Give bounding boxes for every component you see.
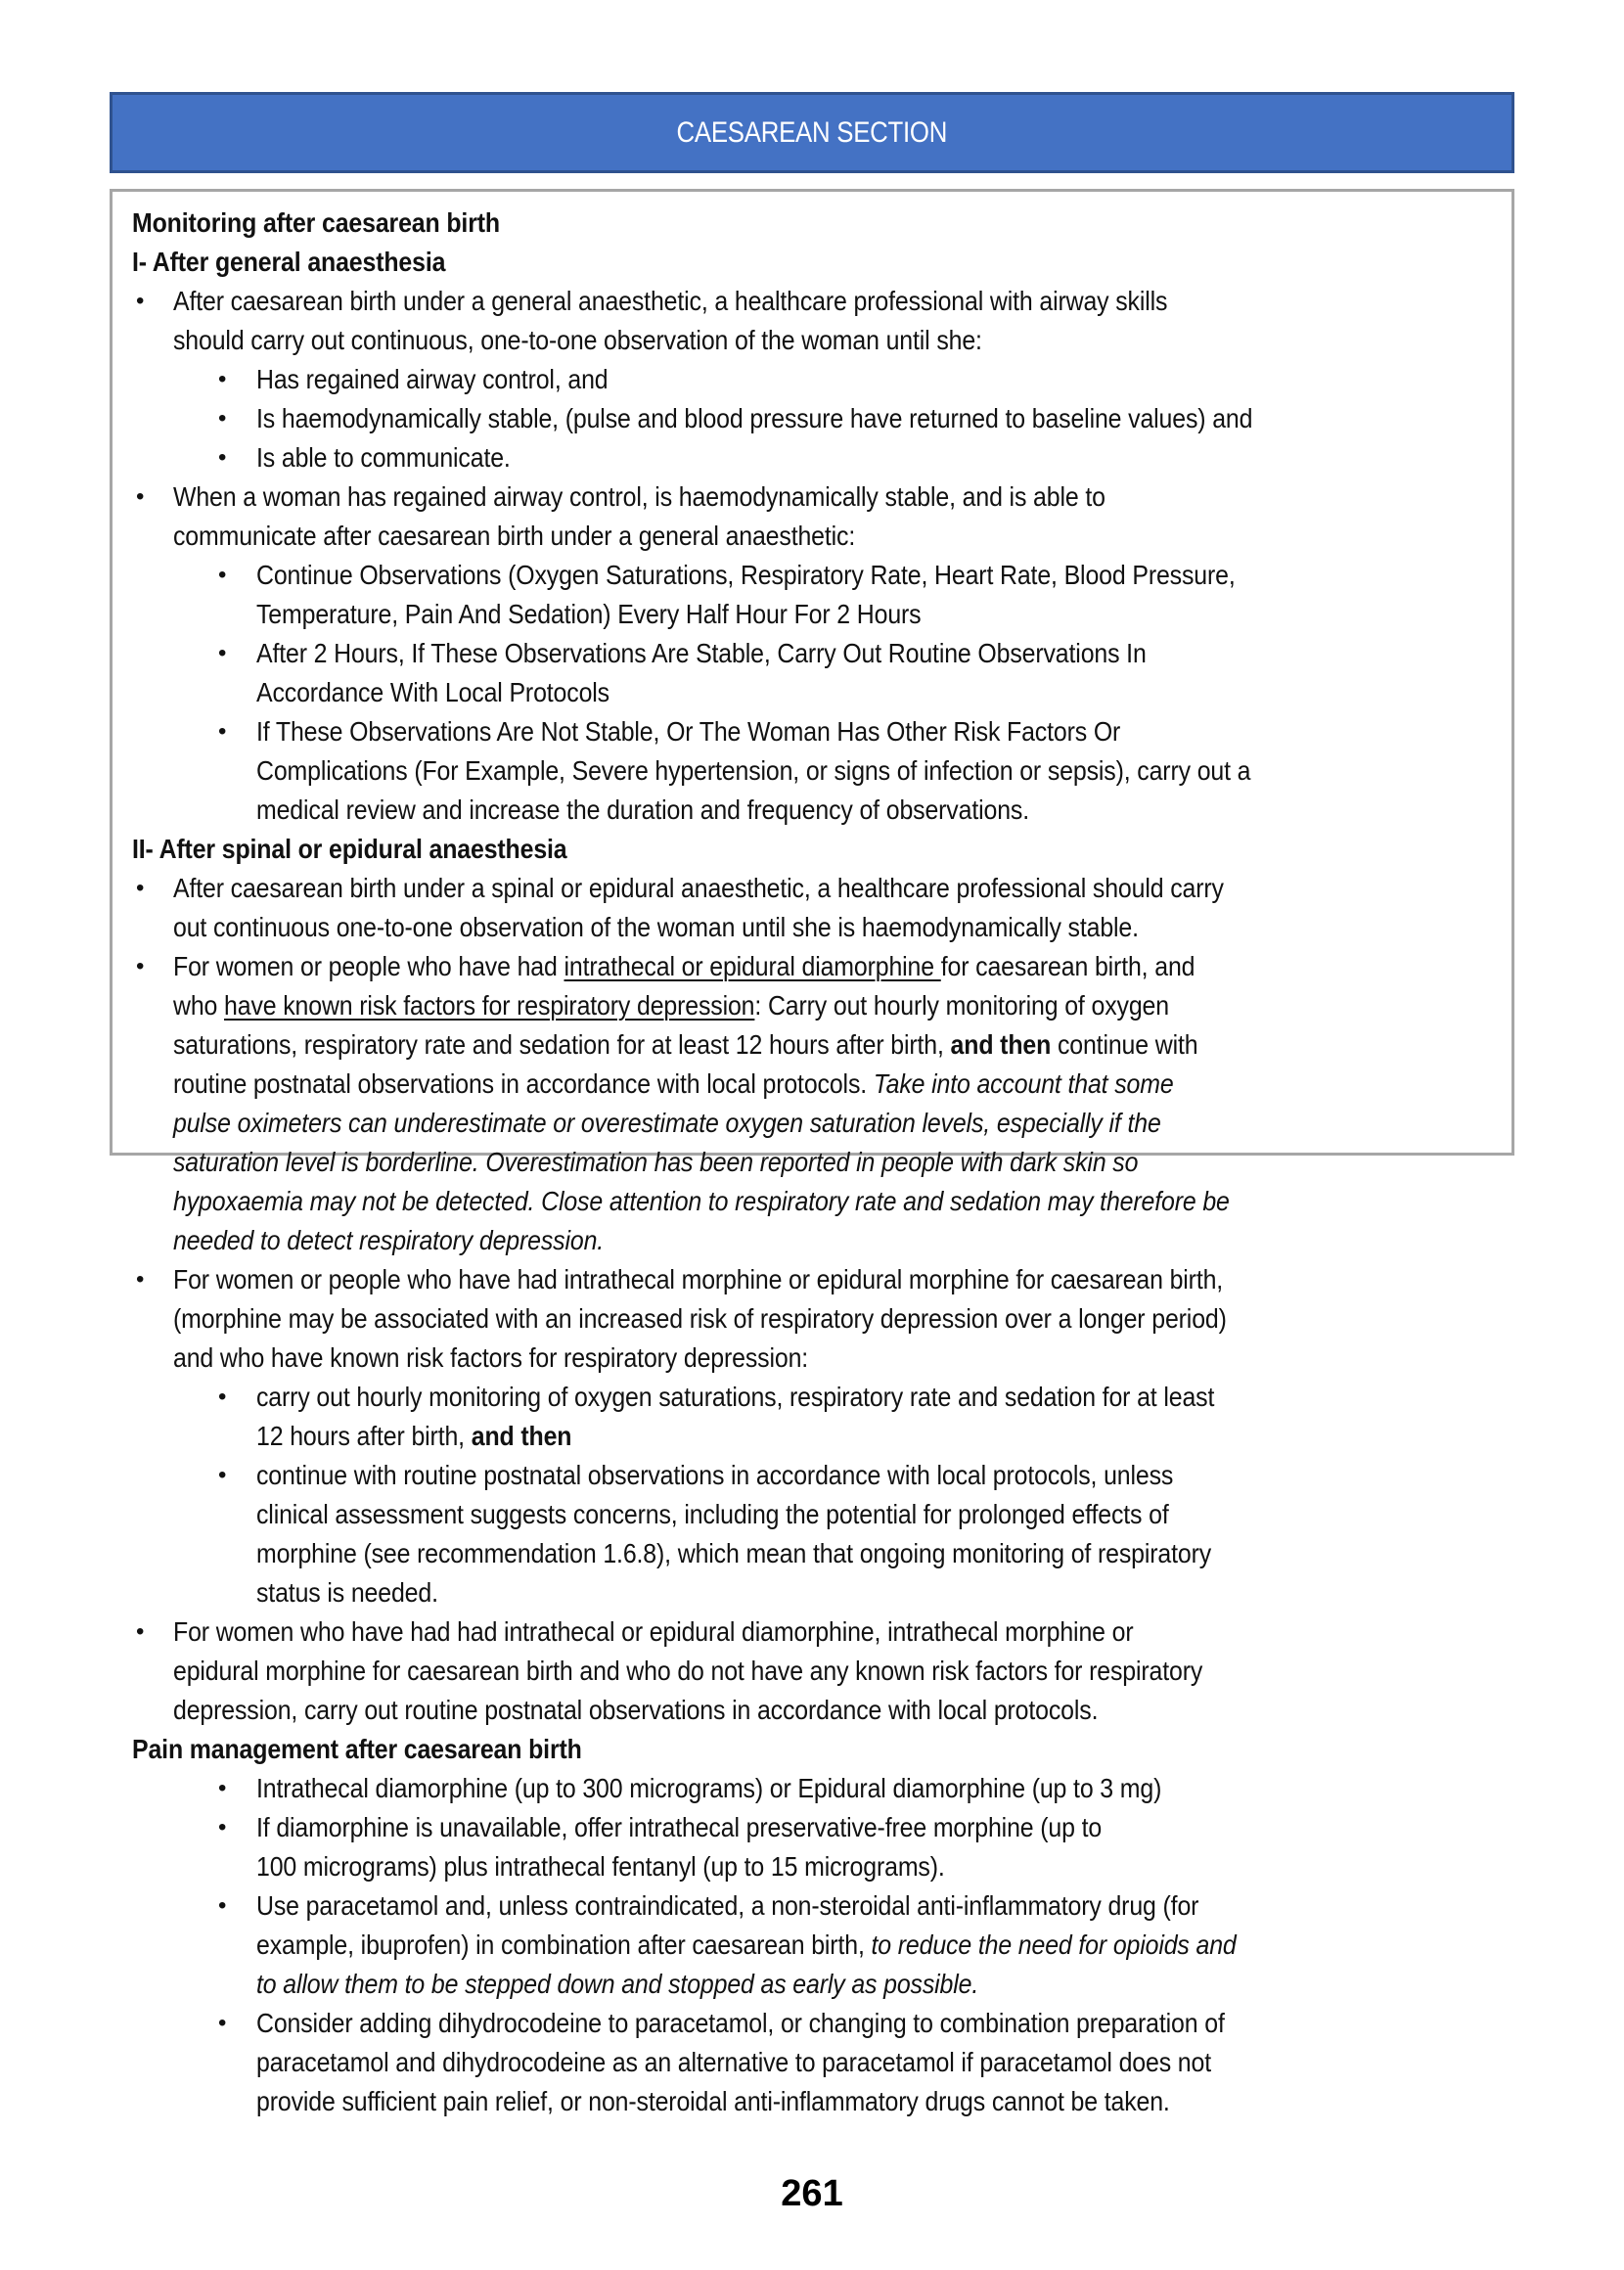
line-text (173, 1652, 1202, 1691)
line-text (173, 477, 1105, 517)
line-text (173, 1691, 1098, 1730)
bullet-continuation-line (113, 751, 1511, 791)
line-text (256, 595, 921, 634)
line-text (173, 1221, 604, 1260)
line-text (132, 1730, 582, 1769)
italic-text: to allow them to be stepped down and stopped as early as possible. (256, 1969, 979, 1999)
line-text (256, 1573, 438, 1612)
bullet-item (113, 477, 1511, 517)
sub-bullet-item (113, 438, 1511, 477)
content-box (110, 189, 1514, 2116)
subsection-heading (113, 830, 1511, 869)
text-run: Temperature, Pain And Sedation) Every Half Hour For 2 Hours (256, 599, 922, 629)
text-run: depression, carry out routine postnatal observations in accordance with local protocols. (173, 1695, 1099, 1725)
bold-text: Pain management after caesarean birth (132, 1734, 582, 1764)
line-text (173, 1065, 1174, 1104)
text-run: If diamorphine is unavailable, offer intrathecal preservative-free morphine (up to (256, 1812, 1103, 1842)
sub-bullet-item (113, 1378, 1511, 1417)
line-text (256, 360, 608, 399)
bullet-continuation-line (113, 1847, 1511, 1886)
sub-bullet-item (113, 2004, 1511, 2043)
sub-bullet-item (113, 712, 1511, 751)
text-run: Is haemodynamically stable, (pulse and blood pressure have returned to baseline values) and (256, 403, 1253, 433)
text-run: (morphine may be associated with an increased risk of respiratory depression over a longer period) (173, 1303, 1227, 1334)
bullet-item (113, 869, 1511, 908)
bullet-continuation-line (113, 1652, 1511, 1691)
bullet-item (113, 1260, 1511, 1299)
text-run: For women who have had had intrathecal or epidural diamorphine, intrathecal morphine or (173, 1616, 1134, 1647)
line-text (173, 986, 1169, 1025)
line-text (256, 751, 1250, 791)
bullet-continuation-line (113, 1339, 1511, 1378)
bullet-continuation-line (113, 1025, 1511, 1065)
line-text (256, 2082, 1170, 2121)
section-heading (113, 1730, 1511, 1769)
bullet-continuation-line (113, 673, 1511, 712)
line-text (256, 399, 1252, 438)
line-text (173, 1612, 1134, 1652)
bullet-continuation-line (113, 1104, 1511, 1143)
bullet-icon: • (136, 288, 145, 314)
bullet-continuation-line (113, 1143, 1511, 1182)
italic-text: needed to detect respiratory depression. (173, 1225, 605, 1255)
line-text (256, 1847, 945, 1886)
text-run: continue with (1051, 1029, 1198, 1060)
text-run: Consider adding dihydrocodeine to paracetamol, or changing to combination preparation of (256, 2008, 1225, 2038)
section-title: CAESAREAN SECTION (676, 115, 948, 149)
bullet-continuation-line (113, 908, 1511, 947)
italic-text: Take into account that some (873, 1068, 1174, 1099)
italic-text: hypoxaemia may not be detected. Close attention to respiratory rate and sedation may therefore be (173, 1186, 1230, 1216)
sub-bullet-item (113, 1769, 1511, 1808)
line-text (256, 1965, 978, 2004)
line-text (132, 204, 500, 243)
text-run: Intrathecal diamorphine (up to 300 micrograms) or Epidural diamorphine (up to 3 mg) (256, 1773, 1162, 1803)
text-run: communicate after caesarean birth under a general anaesthetic: (173, 521, 856, 551)
bullet-icon: • (218, 718, 227, 745)
bullet-icon: • (218, 444, 227, 471)
italic-text: pulse oximeters can underestimate or overestimate oxygen saturation levels, especially if the (173, 1108, 1161, 1138)
bullet-icon: • (218, 366, 227, 392)
bold-text: and then (471, 1421, 572, 1451)
line-text (173, 1143, 1138, 1182)
bold-text: Monitoring after caesarean birth (132, 207, 500, 238)
text-run: After caesarean birth under a general anaesthetic, a healthcare professional with airway skills (173, 286, 1168, 316)
italic-text: saturation level is borderline. Overestimation has been reported in people with dark skin so (173, 1147, 1139, 1177)
line-text (173, 1260, 1223, 1299)
text-run: medical review and increase the duration and frequency of observations. (256, 794, 1030, 825)
sub-bullet-item (113, 1886, 1511, 1926)
bullet-continuation-line (113, 1495, 1511, 1534)
text-run: routine postnatal observations in accordance with local protocols. (173, 1068, 874, 1099)
line-text (256, 1769, 1161, 1808)
line-text (256, 1808, 1102, 1847)
text-run: status is needed. (256, 1577, 438, 1608)
sub-bullet-item (113, 360, 1511, 399)
text-run: example, ibuprofen) in combination after caesarean birth, (256, 1930, 872, 1960)
bullet-item (113, 947, 1511, 986)
sub-bullet-item (113, 399, 1511, 438)
bullet-continuation-line (113, 1691, 1511, 1730)
line-text (173, 517, 855, 556)
line-text (173, 1104, 1161, 1143)
bullet-icon: • (218, 1814, 227, 1840)
line-text (132, 243, 445, 282)
text-run: Is able to communicate. (256, 442, 511, 473)
bullet-continuation-line (113, 1534, 1511, 1573)
bullet-icon: • (218, 1384, 227, 1410)
bullet-icon: • (136, 1266, 145, 1293)
text-run: out continuous one-to-one observation of the woman until she is haemodynamically stable. (173, 912, 1139, 942)
text-run: Complications (For Example, Severe hypertension, or signs of infection or sepsis), carry out a (256, 755, 1251, 786)
bold-text: II- After spinal or epidural anaesthesia (132, 834, 567, 864)
line-text (173, 1025, 1197, 1065)
bullet-continuation-line (113, 2082, 1511, 2121)
line-text (256, 634, 1147, 673)
line-text (256, 556, 1236, 595)
text-run: provide sufficient pain relief, or non-steroidal anti-inflammatory drugs cannot be taken. (256, 2086, 1170, 2116)
line-text (256, 791, 1029, 830)
line-text (173, 1182, 1230, 1221)
text-run: 100 micrograms) plus intrathecal fentanyl (up to 15 micrograms). (256, 1851, 945, 1882)
line-text (256, 1926, 1237, 1965)
text-run: morphine (see recommendation 1.6.8), which mean that ongoing monitoring of respiratory (256, 1538, 1212, 1568)
line-text (173, 1299, 1227, 1339)
text-run: clinical assessment suggests concerns, including the potential for prolonged effects of (256, 1499, 1169, 1529)
text-run: saturations, respiratory rate and sedation for at least 12 hours after birth, (173, 1029, 951, 1060)
line-text (173, 947, 1195, 986)
bullet-continuation-line (113, 986, 1511, 1025)
text-run: paracetamol and dihydrocodeine as an alternative to paracetamol if paracetamol does not (256, 2047, 1211, 2077)
sub-bullet-item (113, 634, 1511, 673)
section-header-banner (110, 92, 1514, 173)
bullet-continuation-line (113, 791, 1511, 830)
text-run: : Carry out hourly monitoring of oxygen (754, 990, 1169, 1021)
sub-bullet-item (113, 1808, 1511, 1847)
bullet-icon: • (136, 1618, 145, 1645)
line-text (173, 1339, 808, 1378)
line-text (256, 1378, 1214, 1417)
bullet-continuation-line (113, 595, 1511, 634)
underlined-text: have known risk factors for respiratory depression (224, 990, 755, 1021)
bullet-continuation-line (113, 1065, 1511, 1104)
line-text (173, 869, 1224, 908)
line-text (173, 321, 982, 360)
text-run: If These Observations Are Not Stable, Or The Woman Has Other Risk Factors Or (256, 716, 1121, 747)
bullet-icon: • (136, 483, 145, 510)
text-run: continue with routine postnatal observations in accordance with local protocols, unless (256, 1460, 1174, 1490)
text-run: Has regained airway control, and (256, 364, 609, 394)
bullet-continuation-line (113, 1965, 1511, 2004)
bullet-continuation-line (113, 2043, 1511, 2082)
sub-bullet-item (113, 556, 1511, 595)
line-text (256, 673, 609, 712)
subsection-heading (113, 243, 1511, 282)
bullet-continuation-line (113, 321, 1511, 360)
sub-bullet-item (113, 1456, 1511, 1495)
bullet-icon: • (218, 640, 227, 666)
bullet-icon: • (218, 1462, 227, 1488)
text-run: For women or people who have had intrathecal morphine or epidural morphine for caesarean birth, (173, 1264, 1224, 1294)
underlined-text: intrathecal or epidural diamorphine (564, 951, 941, 981)
line-text (256, 438, 511, 477)
line-text (256, 2004, 1225, 2043)
bullet-icon: • (218, 2010, 227, 2036)
bullet-icon: • (218, 1892, 227, 1919)
bullet-icon: • (218, 405, 227, 431)
text-run: Use paracetamol and, unless contraindicated, a non-steroidal anti-inflammatory drug (for (256, 1890, 1199, 1921)
text-run: After 2 Hours, If These Observations Are Stable, Carry Out Routine Observations In (256, 638, 1147, 668)
line-text (173, 282, 1167, 321)
bullet-continuation-line (113, 1299, 1511, 1339)
bullet-icon: • (218, 1775, 227, 1801)
text-run: When a woman has regained airway control, is haemodynamically stable, and is able to (173, 481, 1105, 512)
bullet-continuation-line (113, 1573, 1511, 1612)
text-run: for caesarean birth, and (940, 951, 1195, 981)
text-run: 12 hours after birth, (256, 1421, 472, 1451)
line-text (256, 1417, 571, 1456)
text-run: who (173, 990, 225, 1021)
bullet-icon: • (218, 562, 227, 588)
line-text (132, 830, 567, 869)
bullet-icon: • (136, 953, 145, 979)
text-run: Continue Observations (Oxygen Saturations, Respiratory Rate, Heart Rate, Blood Pressure, (256, 560, 1236, 590)
bullet-icon: • (136, 875, 145, 901)
bullet-item (113, 282, 1511, 321)
text-run: and who have known risk factors for respiratory depression: (173, 1342, 809, 1373)
text-run: After caesarean birth under a spinal or epidural anaesthetic, a healthcare professional should carry (173, 873, 1224, 903)
bold-text: I- After general anaesthesia (132, 247, 446, 277)
bullet-continuation-line (113, 1926, 1511, 1965)
bold-text: and then (950, 1029, 1052, 1060)
line-text (256, 2043, 1211, 2082)
line-text (256, 1456, 1173, 1495)
text-run: For women or people who have had (173, 951, 564, 981)
bullet-continuation-line (113, 1182, 1511, 1221)
section-heading (113, 204, 1511, 243)
bullet-continuation-line (113, 1417, 1511, 1456)
bullet-item (113, 1612, 1511, 1652)
line-text (256, 1495, 1169, 1534)
line-text (173, 908, 1139, 947)
line-text (256, 712, 1120, 751)
bullet-continuation-line (113, 1221, 1511, 1260)
line-text (256, 1534, 1211, 1573)
bullet-continuation-line (113, 517, 1511, 556)
content-body (113, 204, 1511, 2121)
text-run: epidural morphine for caesarean birth and who do not have any known risk factors for respiratory (173, 1656, 1203, 1686)
italic-text: to reduce the need for opioids and (871, 1930, 1237, 1960)
text-run: Accordance With Local Protocols (256, 677, 609, 707)
text-run: should carry out continuous, one-to-one observation of the woman until she: (173, 325, 982, 355)
line-text (256, 1886, 1198, 1926)
page-number: 261 (781, 2173, 843, 2214)
text-run: carry out hourly monitoring of oxygen saturations, respiratory rate and sedation for at least (256, 1382, 1215, 1412)
